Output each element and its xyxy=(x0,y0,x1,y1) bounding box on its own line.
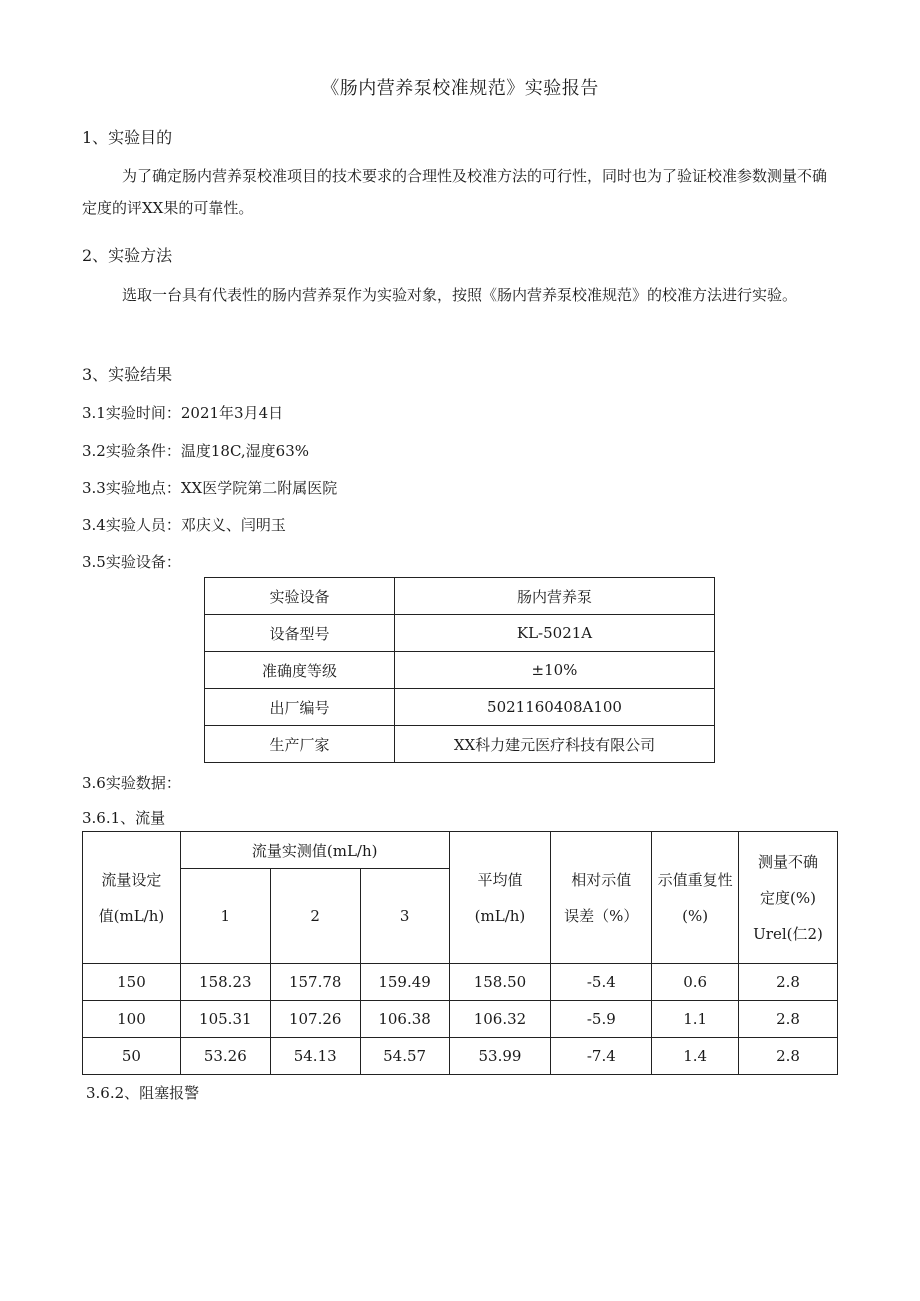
header-setpoint xyxy=(83,832,181,964)
measurement-3-cell: 106.38 xyxy=(360,1001,449,1038)
relative-error-cell: -5.4 xyxy=(551,964,652,1001)
header-error-line1: 相对示值 xyxy=(571,870,632,889)
measurement-2-cell: 107.26 xyxy=(270,1001,360,1038)
uncertainty-cell: 2.8 xyxy=(739,1038,838,1075)
section-heading-method: 2、实验方法 xyxy=(82,246,173,265)
header-setpoint-line1: 流量设定 xyxy=(101,870,162,889)
header-setpoint-line2: 值(mL/h) xyxy=(98,906,165,925)
average-cell: 53.99 xyxy=(449,1038,551,1075)
flow-label: 3.6.1、流量 xyxy=(82,809,166,827)
experiment-time: 3.1实验时间：2021年3月4日 xyxy=(82,404,284,422)
setpoint-cell: 50 xyxy=(83,1038,181,1075)
equipment-value: XX科力建元医疗科技有限公司 xyxy=(395,726,715,763)
equipment-key: 出厂编号 xyxy=(205,689,395,726)
report-title: 《肠内营养泵校准规范》实验报告 xyxy=(321,78,599,99)
equipment-table xyxy=(204,577,715,763)
equipment-row xyxy=(205,578,715,615)
header-average-line1: 平均值 xyxy=(477,870,523,889)
measurement-1-cell: 53.26 xyxy=(180,1038,270,1075)
flow-table xyxy=(82,831,838,1075)
repeatability-cell: 0.6 xyxy=(652,964,739,1001)
measurement-3-cell: 54.57 xyxy=(360,1038,449,1075)
relative-error-cell: -5.9 xyxy=(551,1001,652,1038)
equipment-value: ±10% xyxy=(395,652,715,689)
equipment-value: KL-5021A xyxy=(395,615,715,652)
header-repeat-line2: (%) xyxy=(682,906,709,925)
equipment-row xyxy=(205,689,715,726)
method-paragraph: 选取一台具有代表性的肠内营养泵作为实验对象，按照《肠内营养泵校准规范》的校准方法进行实验。 xyxy=(122,286,798,304)
header-error-line2: 误差（%） xyxy=(564,906,639,925)
repeatability-cell: 1.4 xyxy=(652,1038,739,1075)
header-measured: 流量实测值(mL/h) xyxy=(180,832,449,869)
equipment-key: 生产厂家 xyxy=(205,726,395,763)
setpoint-cell: 150 xyxy=(83,964,181,1001)
equipment-row xyxy=(205,615,715,652)
experiment-personnel: 3.4实验人员：邓庆义、闫明玉 xyxy=(82,516,286,534)
equipment-value: 肠内营养泵 xyxy=(395,578,715,615)
header-repeatability xyxy=(652,832,739,964)
occlusion-label: 3.6.2、阻塞报警 xyxy=(86,1084,200,1102)
header-measurement-3: 3 xyxy=(360,869,449,964)
measurement-2-cell: 157.78 xyxy=(270,964,360,1001)
header-unc-line1: 测量不确 xyxy=(758,852,819,871)
header-relative-error xyxy=(551,832,652,964)
experiment-conditions: 3.2实验条件：温度18C,湿度63% xyxy=(82,442,309,460)
purpose-paragraph: 为了确定肠内营养泵校准项目的技术要求的合理性及校准方法的可行性，同时也为了验证校准参数测量不确定度的评XX果的可靠性。 xyxy=(82,167,828,217)
section-heading-purpose: 1、实验目的 xyxy=(82,128,173,147)
header-measurement-2: 2 xyxy=(270,869,360,964)
header-uncertainty xyxy=(739,832,838,964)
flow-row xyxy=(83,964,838,1001)
average-cell: 158.50 xyxy=(449,964,551,1001)
equipment-key: 实验设备 xyxy=(205,578,395,615)
equipment-value: 5021160408A100 xyxy=(395,689,715,726)
measurement-3-cell: 159.49 xyxy=(360,964,449,1001)
relative-error-cell: -7.4 xyxy=(551,1038,652,1075)
header-average xyxy=(449,832,551,964)
average-cell: 106.32 xyxy=(449,1001,551,1038)
flow-row xyxy=(83,1038,838,1075)
equipment-key: 准确度等级 xyxy=(205,652,395,689)
equipment-row xyxy=(205,652,715,689)
setpoint-cell: 100 xyxy=(83,1001,181,1038)
measurement-2-cell: 54.13 xyxy=(270,1038,360,1075)
measurement-1-cell: 158.23 xyxy=(180,964,270,1001)
header-unc-line3: Urel(仁2) xyxy=(753,924,823,943)
experiment-location: 3.3实验地点：XX医学院第二附属医院 xyxy=(82,479,338,497)
repeatability-cell: 1.1 xyxy=(652,1001,739,1038)
header-repeat-line1: 示值重复性 xyxy=(657,870,733,889)
equipment-label: 3.5实验设备： xyxy=(82,553,181,571)
flow-row xyxy=(83,1001,838,1038)
data-label: 3.6实验数据： xyxy=(82,774,181,792)
header-unc-line2: 定度(%) xyxy=(760,888,817,907)
uncertainty-cell: 2.8 xyxy=(739,1001,838,1038)
header-average-line2: (mL/h) xyxy=(474,906,526,925)
measurement-1-cell: 105.31 xyxy=(180,1001,270,1038)
uncertainty-cell: 2.8 xyxy=(739,964,838,1001)
header-measurement-1: 1 xyxy=(180,869,270,964)
section-heading-results: 3、实验结果 xyxy=(82,365,173,384)
equipment-row xyxy=(205,726,715,763)
equipment-key: 设备型号 xyxy=(205,615,395,652)
